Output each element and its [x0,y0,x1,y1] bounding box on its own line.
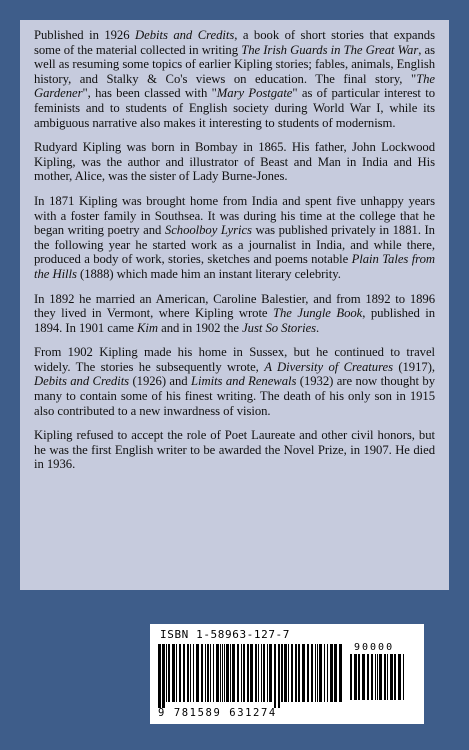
book-title-text: Debits and Credits [34,374,130,389]
book-title-text: Mary Postgate [216,86,293,101]
book-title-text: A Diversity of Creatures [264,359,393,374]
book-title-text: Kim [137,320,158,335]
book-title-text: Plain Tales from the Hills [34,252,435,281]
paragraph-text: Published in 1926 [34,28,136,42]
paragraph-text: (1917), [392,359,435,374]
book-title-text: The Gardener [34,71,435,101]
paragraph-text: , published in 1894. In 1901 came [34,306,436,335]
paragraph-text: was published privately in 1881. In the following year he started work as a journalist in India, and while there, produced a body of work, stories, sketches and poems notable [34,223,435,267]
book-title-text: The Irish Guards in The Great War [241,42,419,57]
paragraph-text: (1888) which made him an instant literary celebrity. [76,266,341,281]
blurb-paragraph [34,292,435,336]
isbn-barcode [150,624,424,724]
addon-barcode-bars [350,654,408,706]
blurb-paragraph [34,140,435,184]
paragraph-text: (1926) and [129,374,192,389]
paragraph-text: In 1892 he married an American, Caroline Balestier, and from 1892 to 1896 they lived in Vermont, where Kipling wrote [34,291,435,321]
book-title-text: Schoolboy Lyrics [164,223,252,238]
ean-barcode-bars [158,644,344,708]
paragraph-text: , a book of short stories that expands some of the material collected in writing [34,28,435,57]
paragraph-text: and in 1902 the [158,320,243,335]
paragraph-text: From 1902 Kipling made his home in Sussex, but he continued to travel widely. The stories he subsequently wrote, [34,345,435,374]
blurb-paragraph [34,345,435,418]
book-title-text: Limits and Renewals [191,374,297,389]
isbn-label: ISBN 1-58963-127-7 [160,628,291,641]
paragraph-text: " as of particular interest to feminists and to students of English society during World War I, while its ambiguous narrative also makes it interesting to students of modernism. [34,86,436,130]
book-title-text: Just So Stories [242,320,317,335]
paragraph-text: Rudyard Kipling was born in Bombay in 1865. His father, John Lockwood Kipling, was the author and illustrator of Beast and Man in India and His mother, Alice, was the sister of Lady Burne-Jones. [34,140,435,184]
addon-digits: 90000 [354,642,395,653]
blurb-paragraph [34,428,435,472]
blurb-paragraph [34,28,435,130]
paragraph-text: . [316,320,320,335]
paragraph-text: In 1871 Kipling was brought home from India and spent five unhappy years with a foster family in Southsea. It was during his time at the college that he began writing poetry and [34,193,435,238]
ean-digits: 9 781589 631274 [158,707,277,719]
paragraph-text: (1932) are now thought by many to contain some of his finest writing. The death of his only son in 1915 also contributed to a new inwardness of vision. [34,374,435,418]
book-title-text: Debits and Credits [135,28,235,42]
paragraph-text: , as well as resuming some topics of earlier Kipling stories; fables, animals, English history, and Stalky & Co's views on education. The final story, " [34,42,435,86]
blurb-panel [20,20,449,590]
paragraph-text: Kipling refused to accept the role of Poet Laureate and other civil honors, but he was the first English writer to be awarded the Novel Prize, in 1907. He died in 1936. [34,428,435,472]
paragraph-text: ", has been classed with " [82,86,217,101]
book-title-text: The Jungle Book [273,306,363,321]
blurb-paragraph [34,194,435,282]
